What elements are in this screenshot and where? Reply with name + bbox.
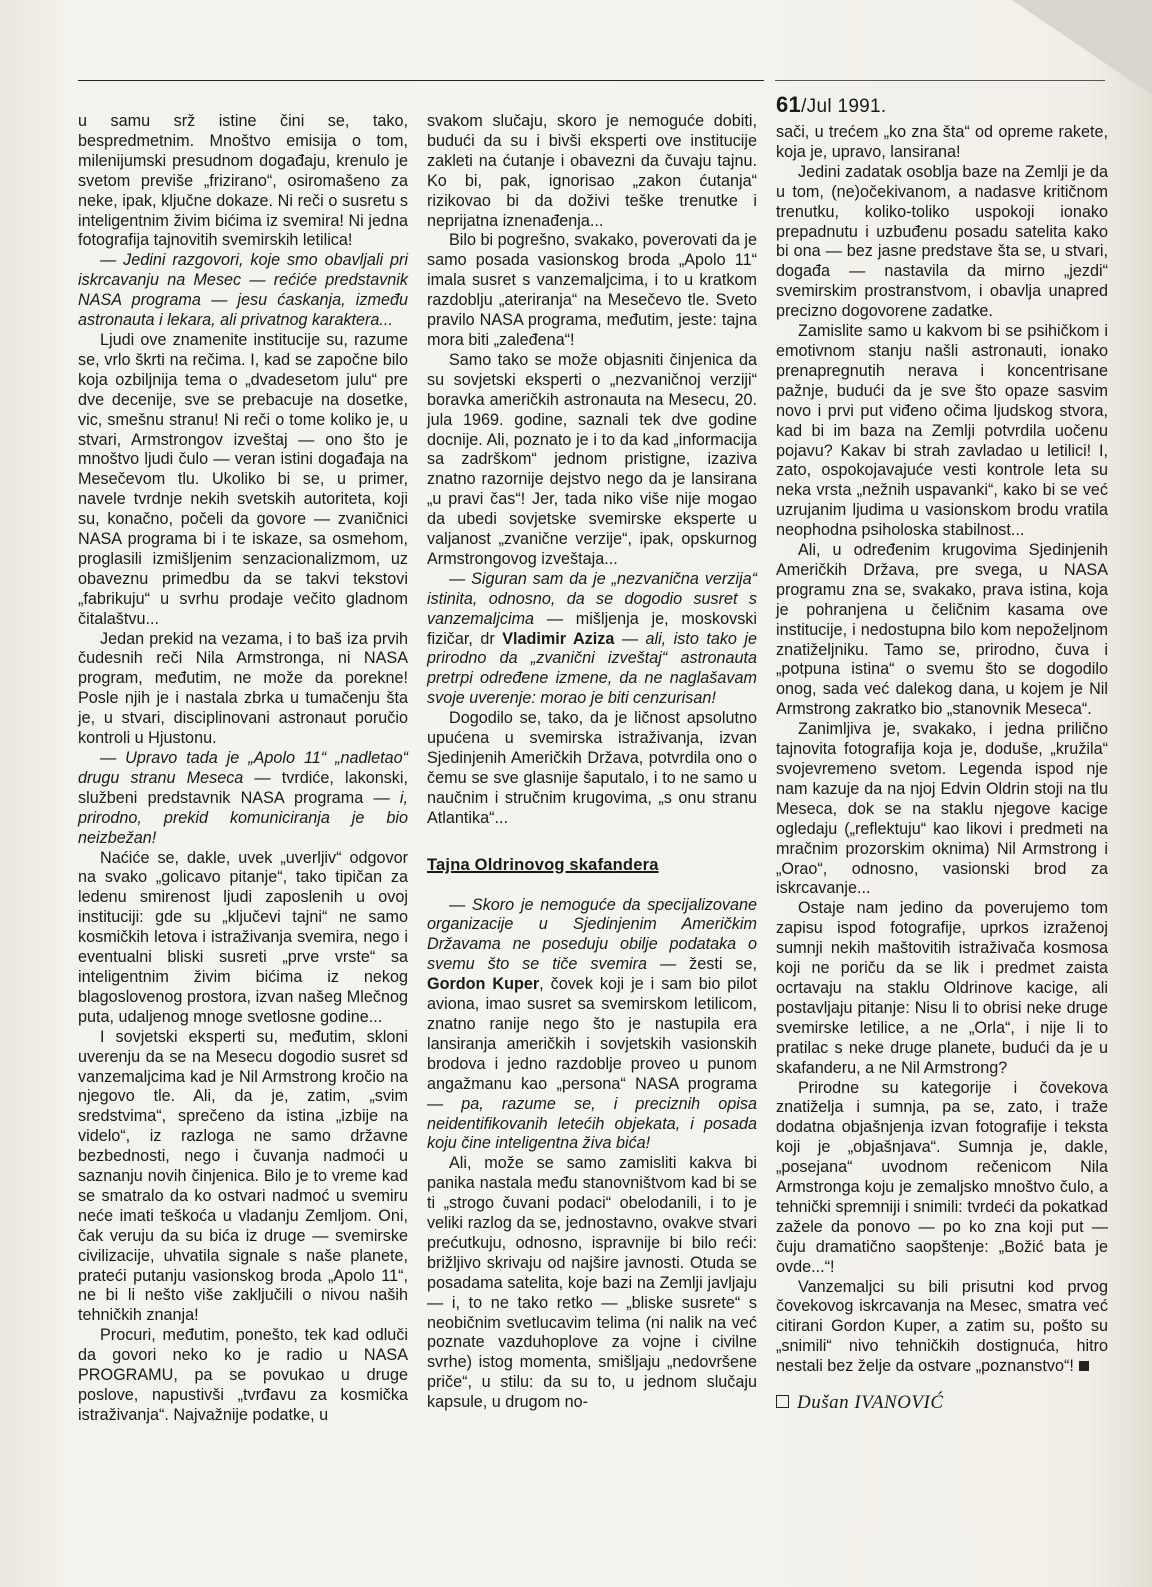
paragraph: Samo tako se može objasniti činjenica da su sovjetski eksperti o „nezvaničnoj verziji“ boravka američkih astronauta na Mesecu, 20. jula 1969. godine, saznali tek dve godine docnije. Ali, poznato je i to da kad „informacija sa zadrškom“ jednom pristigne, izaziva znatno razornije dejstvo nego da je lansirana „u pravi čas“! Jer, tada niko više nije mogao da ubedi sovjetske svemirske eksperte u valjanost „zvanične verzije“, ipak, opskurnog Armstrongovog izveštaja...: [427, 350, 757, 568]
paragraph: u samu srž istine čini se, tako, bespredmetnim. Mnoštvo emisija o tom, milenijumski presudnom događaju, krenulo je svetom previše „frizirano“, osiromašeno za neke, ipak, ključne dokaze. Ni reči o susretu s inteligentnim živim bićima iz svemira! Ni jedna fotografija tajnovitih svemirskih letilica!: [78, 112, 408, 250]
article-column-2: [427, 112, 757, 1413]
dash-text: —: [614, 629, 646, 648]
paragraph: svakom slučaju, skoro je nemoguće dobiti, budući da su i bivši eksperti ove institucije zakleti na ćutanje i obavezni da čuvaju tajnu. Ko bi, pak, ignorisao „zakon ćutanja“ rizikovao bi da doživi teške trenutke i neprijatna iznenađenja...: [427, 112, 757, 230]
final-paragraph: [776, 1278, 1108, 1378]
attribution-text: mišljenja je, moskovski fizičar, dr: [427, 609, 757, 648]
attribution-text: žesti se,: [676, 955, 757, 974]
checkbox-square-icon: [776, 1395, 789, 1408]
person-name: Vladimir Aziza: [502, 629, 615, 648]
paragraph: Ostaje nam jedino da poverujemo tom zapisu ispod fotografije, uprkos izraženoj sumnji nekih maštovitih istraživača kosmosa koji ne poriču da se lik i predmet zaista ocrtavaju na staklu Oldrinove kacige, ali postavljaju pitanje: Nisu li to obrisi neke druge svemirske letilice, a ne „Orla“, i nije li to pratilac s neke druge planete, budući da je u skafanderu, a ne Nil Armstrong?: [776, 899, 1108, 1077]
issue-year: 1991.: [837, 96, 887, 117]
paragraph: Ali, u određenim krugovima Sjedinjenih Američkih Država, pre svega, u NASA programu zna se, svakako, prava istina, koja je pohranjena u čeličnim kasama ove institucije, i nedostupna bilo kom nepoželjnom znatiželjniku. Tamo se, prirodno, čuva i „potpuna istina“ o svemu što se dogodilo onog, sada već dalekog dana, u kojem je Nil Armstrong zakratko bio „stanovnik Meseca“.: [776, 541, 1108, 719]
paragraph: Naćiće se, dakle, uvek „uverljiv“ odgovor na svako „golicavo pitanje“, tako tipičan za ledenu smirenost ljudi zaposlenih u ovoj instituciji: gde su „ključevi tajni“ ne samo kosmičkih letova i istraživanja svemira, nego i eventualni bliski susreti „prve vrste“ sa inteligentnim živim bićima iz nekog blagoslovenog prostora, izvan našeg Mlečnog puta, udaljenog mnoge svetlosne godine...: [78, 848, 408, 1026]
paragraph: I sovjetski eksperti su, međutim, skloni uverenju da se na Mesecu dogodio susret sd vanzemaljcima kad je Nil Armstrong kročio na njegovo tle. Ali, da je, zatim, „svim sredstvima“, sprečeno da istina „izbije na videlo“, iz razloga ne samo državne bezbednosti, nego i čuvanja nadmoći u saznanju novih činjenica. Bilo je to vreme kad se smatralo da ko ostvari nadmoć u svemiru neće imati teškoća u vladanju Zemljom. Oni, čak veruju da su bića iz druge — svemirske civilizacije, uhvatila signale s naše planete, prateći putanju vasionskog broda „Apolo 11“, ne bi li nešto više zaključili o nivou naših tehničkih znanja!: [78, 1027, 408, 1325]
paragraph: Bilo bi pogrešno, svakako, poverovati da je samo posada vasionskog broda „Apolo 11“ imala susret s vanzemaljcima, i to u kratkom razdoblju „ateriranja“ na Mesečevo tle. Sveto pravilo NASA programa, međutim, jeste: tajna mora biti „zaleđena“!: [427, 231, 757, 349]
paragraph: Zamislite samo u kakvom bi se psihičkom i emotivnom stanju našli astronauti, ionako prenapregnutih nerava i koncentrisane pažnje, budući da je sve što opaze sasvim novo i prvi put viđeno očima ljudskog stvora, kad bi im baza na Zemlji potvrdila uočenu pojavu? Kakav bi strah zavladao u letilici! I, zato, ospokojavajuće vesti kontrole leta su neka vrsta „nežnih uspavanki“, kako bi se već uzrujanim ljudima u vasionskom brodu vratila neophodna psiholoska stabilnost...: [776, 322, 1108, 540]
quote-paragraph: [78, 749, 408, 849]
header-rule: [78, 80, 764, 81]
quote-paragraph: — Jedini razgovori, koje smo obavljali pri iskrcavanju na Mesec — rećiće predstavnik NASA programa — jesu ćaskanja, između astronauta i lekara, ali privatnog karaktera...: [78, 251, 408, 330]
quote-text: — Upravo tada je „Apolo 11“ „nadletao“ drugu stranu Meseca —: [78, 749, 408, 787]
attribution-text: tvrdiće, lakonski, službeni predstavnik NASA programa: [78, 768, 408, 807]
quote-text: — Skoro je nemoguće da specijalizovane organizacije u Sjedinjenim Američkim Državama ne poseduju obilje podataka o svemu što se tiče svemira —: [427, 895, 757, 974]
header-rule-right: [775, 80, 1105, 81]
person-name: Gordon Kuper: [427, 975, 540, 994]
paragraph: Prirodne su kategorije i čovekova znatiželja i sumnja, pa se, zato, i traže dodatna objašnjenja izvan fotografije i teksta koji je „objašnjava“. Sumnja je, dakle, „posejana“ uvodnom rečenicom Nila Armstronga koju je zemaljsko mnoštvo čulo, a tehnički spremniji i snimili: tvrdeći da pokatkad zaželе da ponovo — po ko zna koji put — čuju dramatično saopštenje: „Božić bata je ovde...“!: [776, 1078, 1108, 1276]
paragraph: Ljudi ove znamenite institucije su, razume se, vrlo škrti na rečima. I, kad se započne bilo koja ozbiljnija tema o „dvadesetom julu“ pre dve decenije, sve se prebacuje na dosetke, vic, smešnu stranu! Ni reči o tome koliko je, u stvari, Armstrongov izveštaj — ono što je mnoštvo ljudi čulo — veran istini događaja na Mesečevom tlu. Ukoliko bi se, u primer, navele tvrdnje nekih svetskih autoriteta, koji su, konačno, počeli da govore — zvaničnici NASA programa bi i te iskaze, sa osmehom, proglasili izmišljenim senzacionalizmom, uz obaveznu primedbu da se takvi tekstovi „fabrikuju“ u svrhu prodaje večito gladnom čitalaštvu...: [78, 330, 408, 628]
article-column-3: [776, 123, 1108, 1413]
paragraph: Zanimljiva je, svakako, i jedna prilično tajnovita fotografija koja je, doduše, „kružila“ svojevremeno svetom. Legenda ispod nje nam kazuje da na njoj Edvin Oldrin stoji na tlu Meseca, dok se na staklu njegove kacige ogledaju („reflektuju“ kao likovi i predmeti na mračnim prozorskim oknima) Nil Armstrong i „Orao“, odnosno, vasionski brod za iskrcavanje...: [776, 720, 1108, 898]
article-column-1: [78, 112, 408, 1426]
author-name: Dušan IVANOVIĆ: [797, 1392, 944, 1414]
quote-text: — i, prirodno, prekid komuniciranja je bio neizbežan!: [78, 788, 408, 847]
paragraph-text: Vanzemaljci su bili prisutni kod prvog čovekovog iskrcavanja na Mesec, smatra već citirani Gordon Kuper, a zatim su, pošto su „snimili“ nivo tehničkih dostignuća, hitro nestali bez želje da ostvare „poznanstvo“!: [776, 1277, 1108, 1376]
issue-month: /Jul: [801, 96, 832, 117]
paragraph: Dogodilo se, tako, da je ličnost apsolutno upućena u svemirska istraživanja, izvan Sjedinjenih Američkih Država, potvrdila ono o čemu se sve glasnije šaputalo, i to ne samo u naučnim i stručnim krugovima, „s onu stranu Atlantika“...: [427, 709, 757, 827]
issue-dateline: [776, 92, 887, 118]
issue-number: 61: [776, 92, 802, 117]
attribution-text: , čovek koji je i sam bio pilot aviona, imao susret sa svemirskom letilicom, znatno ranije nego što je nastupila era lansiranja američkih i sovjetskih vasionskih brodova i jedno razdoblje proveo u punom angažmanu kao „persona“ NASA programa —: [427, 975, 757, 1113]
quote-text: — Siguran sam da je „nezvanična verzija“ istinita, odnosno, da se dogodio susret s vanzemaljcima —: [427, 569, 757, 628]
author-byline: [776, 1393, 1108, 1413]
end-mark-icon: [1079, 1361, 1089, 1371]
paragraph: Jedini zadatak osoblja baze na Zemlji je da u tom, (ne)očekivanom, a nadasve kritičnom trenutku, koliko-toliko uspokoji ionako prepadnutu i uzbuđenu posadu satelita kako bi ona — bez jasne predstave šta se, u stvari, događa — nastavila da mirno „jezdi“ svemirskim prostranstvom, i obavlja unapred precizno dogovorene zadatke.: [776, 162, 1108, 321]
quote-text: pa, razume se, i preciznih opisa neidentifikovanih letećih objekata, i posada koju čine inteligentna živa bića!: [427, 1094, 757, 1153]
paragraph: Procuri, međutim, ponešto, tek kad odluči da govori neko ko je radio u NASA PROGRAMU, pa se povukao u druge poslove, napustivši „tvrđavu za kosmička istraživanja“. Najvažnije podatke, u: [78, 1326, 408, 1424]
quote-text: ali, isto tako je prirodno da „zvanični izveštaj“ astronauta pretrpi određene izmene, da ne naglašavam svoje uverenje: morao je biti cenzurisan!: [427, 629, 757, 708]
quote-paragraph: [427, 896, 757, 1155]
quote-paragraph: [427, 570, 757, 709]
paragraph: sači, u trećem „ko zna šta“ od opreme rakete, koja je, upravo, lansirana!: [776, 123, 1108, 161]
paragraph: Jedan prekid na vezama, i to baš iza prvih čudesnih reči Nila Armstronga, ni NASA program, međutim, ne može da porekne! Posle njih je i nastala zbrka u tumačenju šta je, u stvari, disciplinovani astronaut poručio kontroli u Hjustonu.: [78, 629, 408, 748]
section-heading: Tajna Oldrinovog skafandera: [427, 855, 659, 874]
paragraph: Ali, može se samo zamisliti kakva bi panika nastala među stanovništvom kad bi se ti „strogo čuvani podaci“ obelodanili, i to je veliki razlog da se, jednostavno, ovakve stvari prećutkuju, odnosno, ispravnije bi bilo reći: brižljivo skrivaju od najšire javnosti. Otuda se posadama satelita, koje bazi na Zemlji javljaju — i, to ne tako retko — „bliske susrete“ s neobičnim svetlucavim telima (ni nalik na već poznate vazduhoplove za vojne i civilne svrhe) istog momenta, smišljaju „nedovršene priče“, u stilu: da su to, u jednom slučaju kapsule, u drugom no-: [427, 1154, 757, 1412]
